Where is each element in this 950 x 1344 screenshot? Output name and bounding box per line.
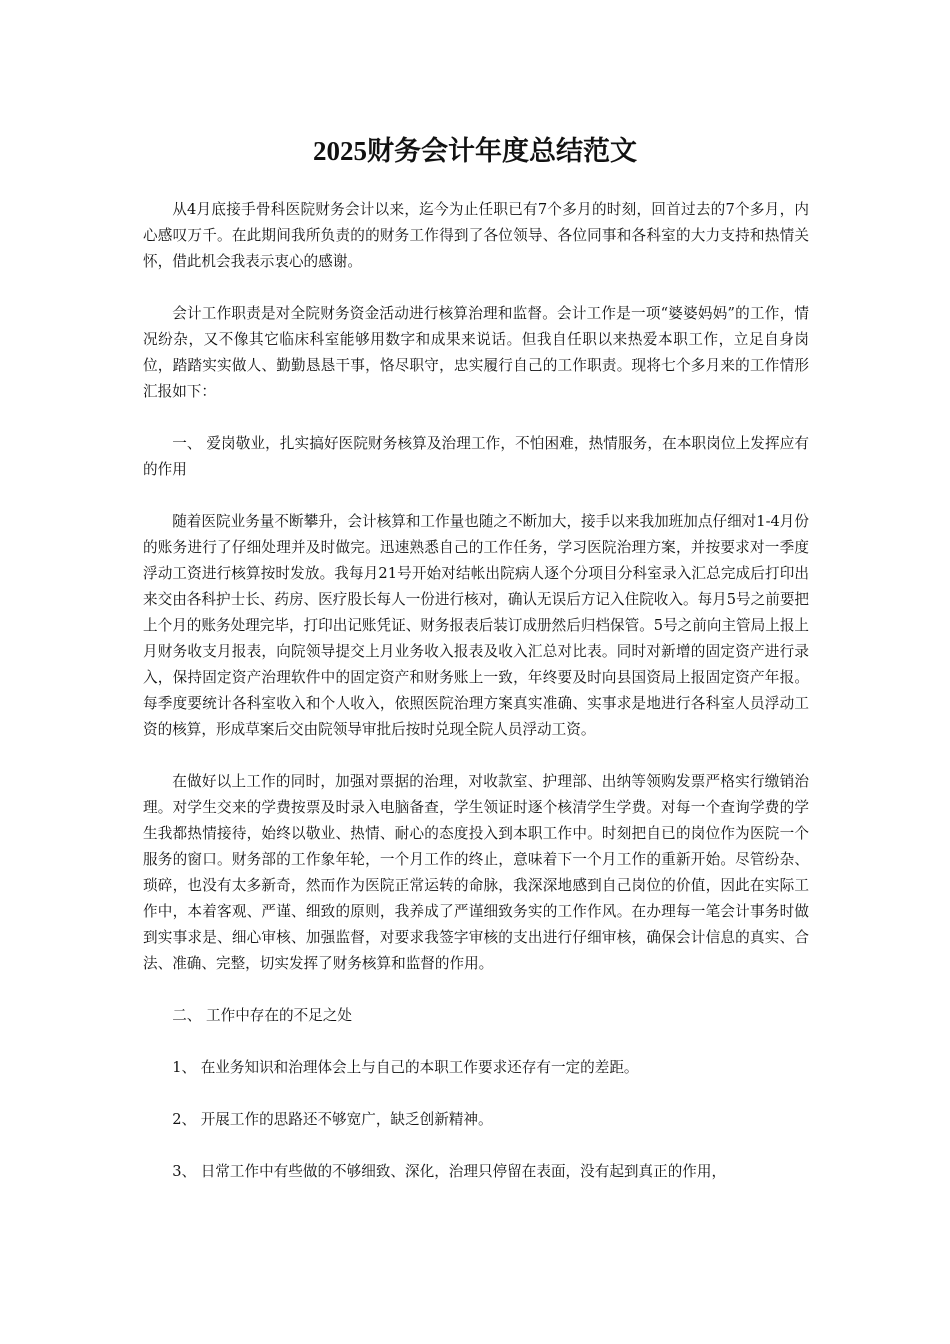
section-heading-2: 二、 工作中存在的不足之处 (172, 1007, 352, 1024)
document-body (143, 197, 809, 1211)
section-heading-1: 一、 爱岗敬业，扎实搞好医院财务核算及治理工作，不怕困难，热情服务，在本职岗位上发挥应有的作用 (143, 435, 809, 478)
list-item-shortcoming-2: 2、 开展工作的思路还不够宽广，缺乏创新精神。 (172, 1111, 493, 1128)
paragraph-intro: 从4月底接手骨科医院财务会计以来，迄今为止任职已有7个多月的时刻，回首过去的7个多月，内心感叹万千。在此期间我所负责的的财务工作得到了各位领导、各位同事和各科室的大力支持和热情关怀，借此机会我表示衷心的感谢。 (143, 201, 809, 270)
document-title: 2025财务会计年度总结范文 (313, 136, 637, 166)
list-item-shortcoming-1: 1、 在业务知识和治理体会上与自己的本职工作要求还存有一定的差距。 (172, 1059, 639, 1076)
list-item-shortcoming-3: 3、 日常工作中有些做的不够细致、深化，治理只停留在表面，没有起到真正的作用， (172, 1163, 727, 1180)
paragraph-accounting-work: 随着医院业务量不断攀升，会计核算和工作量也随之不断加大，接手以来我加班加点仔细对1-4月份的账务进行了仔细处理并及时做完。迅速熟悉自己的工作任务，学习医院治理方案，并按要求对一季度浮动工资进行核算按时发放。我每月21号开始对结帐出院病人逐个分项目分科室录入汇总完成后打印出来交由各科护士长、药房、医疗股长每人一份进行核对，确认无误后方记入住院收入。每月5号之前要把上个月的账务处理完毕，打印出记账凭证、财务报表后装订成册然后归档保管。5号之前向主管局上报上月财务收支月报表，向院领导提交上月业务收入报表及收入汇总对比表。同时对新增的固定资产进行录入，保持固定资产治理软件中的固定资产和财务账上一致，年终要及时向县国资局上报固定资产年报。每季度要统计各科室收入和个人收入，依照医院治理方案真实准确、实事求是地进行各科室人员浮动工资的核算，形成草案后交由院领导审批后按时兑现全院人员浮动工资。 (143, 513, 810, 738)
paragraph-duties: 会计工作职责是对全院财务资金活动进行核算治理和监督。会计工作是一项“婆婆妈妈”的工作，情况纷杂，又不像其它临床科室能够用数字和成果来说话。但我自任职以来热爱本职工作，立足自身岗位，踏踏实实做人、勤勤恳恳干事，恪尽职守，忠实履行自己的工作职责。现将七个多月来的工作情形汇报如下： (143, 305, 809, 400)
paragraph-bill-management: 在做好以上工作的同时，加强对票据的治理，对收款室、护理部、出纳等领购发票严格实行缴销治理。对学生交来的学费按票及时录入电脑备查，学生领证时逐个核清学生学费。对每一个查询学费的学生我都热情接待，始终以敬业、热情、耐心的态度投入到本职工作中。时刻把自已的岗位作为医院一个服务的窗口。财务部的工作象年轮，一个月工作的终止，意味着下一个月工作的重新开始。尽管纷杂、琐碎，也没有太多新奇，然而作为医院正常运转的命脉，我深深地感到自己岗位的价值，因此在实际工作中，本着客观、严谨、细致的原则，我养成了严谨细致务实的工作作风。在办理每一笔会计事务时做到实事求是、细心审核、加强监督，对要求我签字审核的支出进行仔细审核，确保会计信息的真实、合法、准确、完整，切实发挥了财务核算和监督的作用。 (143, 773, 809, 972)
